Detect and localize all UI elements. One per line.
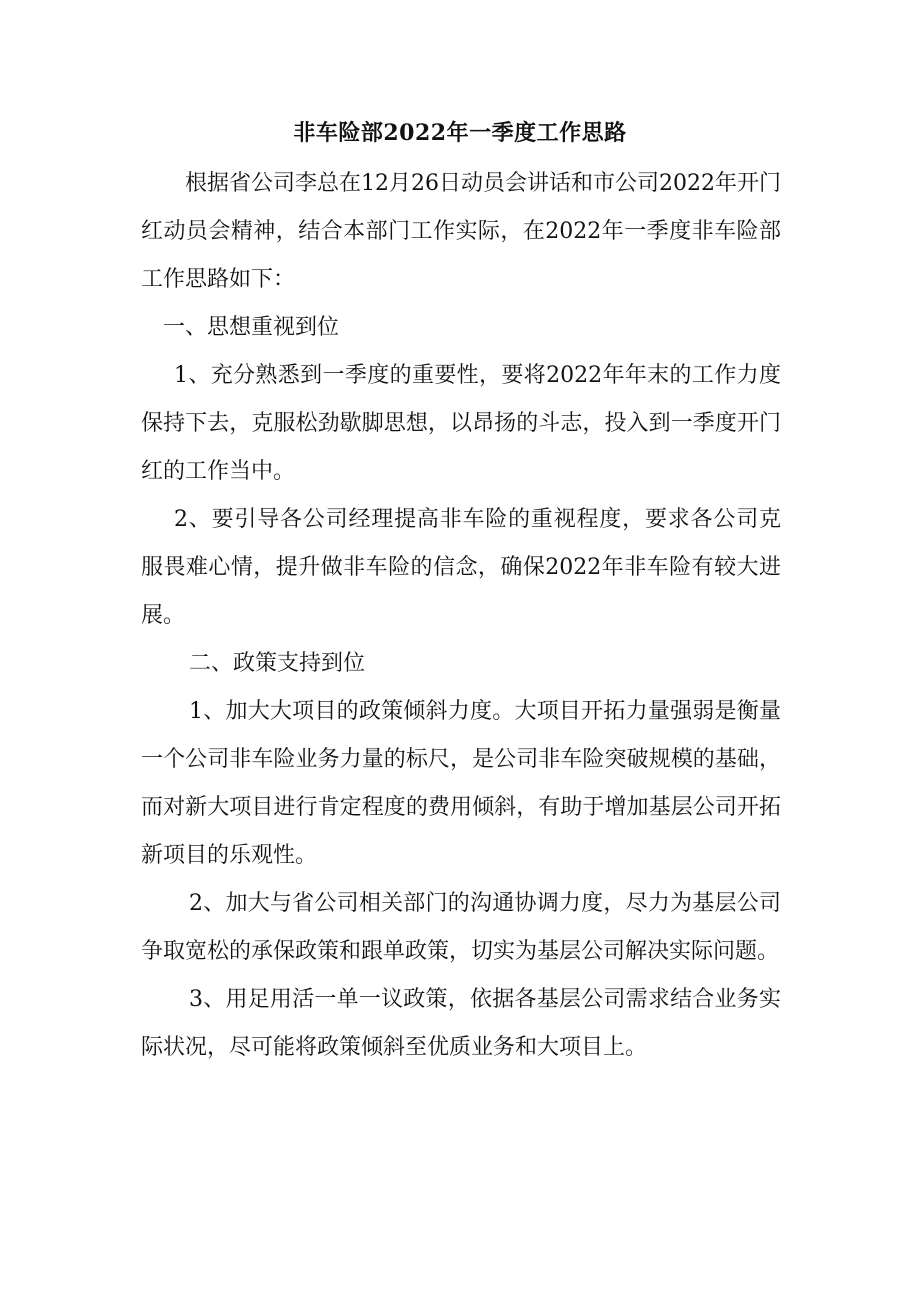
section-heading-2: 二、政策支持到位 bbox=[189, 651, 366, 676]
section1-paragraph-2: 2、要引导各公司经理提高非车险的重视程度，要求各公司克服畏难心情，提升做非车险的信念，确保2022年非车险有较大进展。 bbox=[141, 507, 781, 628]
intro-paragraph: 根据省公司李总在12月26日动员会讲话和市公司2022年开门红动员会精神，结合本部门工作实际，在2022年一季度非车险部工作思路如下： bbox=[141, 171, 781, 292]
section-heading-1: 一、思想重视到位 bbox=[163, 315, 340, 340]
section2-paragraph-2: 2、加大与省公司相关部门的沟通协调力度，尽力为基层公司争取宽松的承保政策和跟单政策，切实为基层公司解决实际问题。 bbox=[141, 891, 781, 964]
section2-paragraph-3: 3、用足用活一单一议政策，依据各基层公司需求结合业务实际状况，尽可能将政策倾斜至优质业务和大项目上。 bbox=[141, 987, 781, 1060]
section2-paragraph-1: 1、加大大项目的政策倾斜力度。大项目开拓力量强弱是衡量一个公司非车险业务力量的标尺，是公司非车险突破规模的基础，而对新大项目进行肯定程度的费用倾斜，有助于增加基层公司开拓新项目的乐观性。 bbox=[141, 699, 781, 868]
document-body bbox=[141, 160, 781, 1072]
document-title: 非车险部2022年一季度工作思路 bbox=[293, 120, 627, 146]
section1-paragraph-1: 1、充分熟悉到一季度的重要性，要将2022年年末的工作力度保持下去，克服松劲歇脚思想，以昂扬的斗志，投入到一季度开门红的工作当中。 bbox=[141, 363, 781, 484]
